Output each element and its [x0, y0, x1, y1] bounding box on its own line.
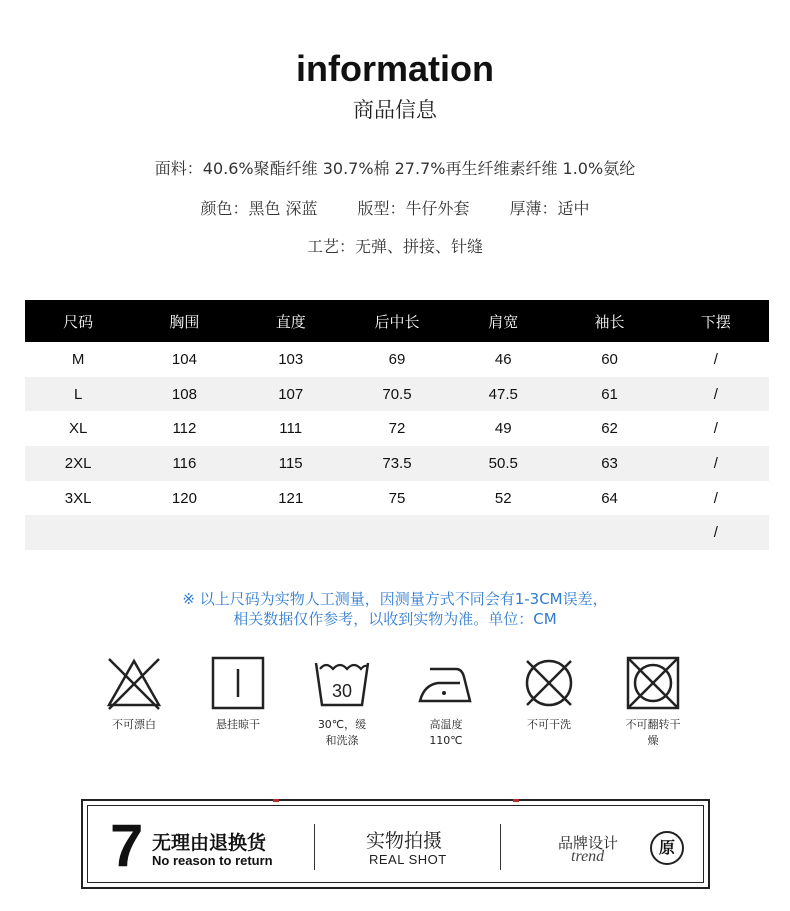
- care-label: 高温度: [429, 718, 463, 731]
- table-cell: L: [25, 377, 131, 412]
- table-cell: /: [713, 489, 718, 507]
- decor-dot: [273, 799, 279, 802]
- return-policy-cn: 无理由退换货: [152, 832, 267, 854]
- table-cell: 69: [388, 350, 406, 368]
- size-table-header: [25, 300, 769, 342]
- table-cell: 116: [131, 446, 237, 481]
- measurement-note-line2: 相关数据仅作参考，以收到实物为准。单位：CM: [233, 610, 557, 628]
- table-cell: 111: [279, 420, 303, 438]
- table-cell: 121: [278, 489, 304, 507]
- table-cell: 115: [238, 446, 344, 481]
- table-cell: 60: [601, 350, 618, 368]
- table-cell: /: [663, 515, 769, 550]
- header-cell: 袖长: [556, 300, 662, 342]
- no-bleach-icon: [106, 655, 162, 711]
- attributes-line: [0, 196, 790, 219]
- care-label: 悬挂晾干: [216, 718, 260, 731]
- table-cell: 49: [494, 420, 512, 438]
- care-label-line2: 110℃: [429, 734, 463, 747]
- table-cell: 2XL: [25, 446, 131, 481]
- return-days-number: 7: [110, 812, 144, 879]
- table-row: [25, 411, 769, 446]
- original-badge: 原: [650, 831, 684, 865]
- hang-dry-icon: [210, 655, 266, 711]
- wash-temperature: 30: [331, 681, 353, 701]
- table-cell: /: [713, 350, 718, 368]
- table-cell: 62: [601, 420, 618, 438]
- table-cell: /: [663, 446, 769, 481]
- table-cell: 63: [556, 446, 662, 481]
- service-banner: [81, 799, 710, 889]
- fabric-info: 面料：40.6%聚酯纤维 30.7%棉 27.7%再生纤维素纤维 1.0%氨纶: [154, 159, 636, 178]
- header-cell: 下摆: [663, 300, 769, 342]
- header-cell: 肩宽: [450, 300, 556, 342]
- care-item-no-tumble-dry: [603, 655, 703, 749]
- header-cell: 直度: [238, 300, 344, 342]
- decor-dot: [513, 799, 519, 802]
- banner-divider: [314, 824, 315, 870]
- craft-info: 工艺：无弹、拼接、针缝: [306, 237, 483, 256]
- brand-design-en: trend: [571, 848, 605, 865]
- page-title-cn: 商品信息: [353, 98, 437, 122]
- header-cell: 后中长: [344, 300, 450, 342]
- brand-design-cn: 品牌设计: [558, 834, 619, 852]
- table-cell: /: [713, 420, 718, 438]
- table-cell: [556, 515, 662, 550]
- table-row: [25, 342, 769, 377]
- no-dry-clean-icon: [521, 655, 577, 711]
- header-cell: 尺码: [25, 300, 131, 342]
- table-cell: 46: [494, 350, 512, 368]
- table-cell: [238, 515, 344, 550]
- table-cell: 120: [171, 489, 197, 507]
- care-item-iron: [396, 655, 496, 749]
- table-cell: 103: [278, 350, 304, 368]
- care-label: 不可漂白: [112, 718, 156, 731]
- care-item-no-bleach: [84, 655, 184, 733]
- style-info: 版型：牛仔外套: [357, 199, 470, 218]
- table-cell: [131, 515, 237, 550]
- table-row: [25, 481, 769, 516]
- header-cell: 胸围: [131, 300, 237, 342]
- table-cell: 50.5: [450, 446, 556, 481]
- table-cell: M: [71, 350, 85, 368]
- size-table: [25, 300, 769, 550]
- care-label: 不可翻转干: [625, 718, 681, 731]
- care-label-line2: 和洗涤: [325, 734, 359, 747]
- table-cell: /: [663, 377, 769, 412]
- care-item-hang-dry: [188, 655, 288, 733]
- table-cell: 104: [171, 350, 197, 368]
- table-cell: 108: [131, 377, 237, 412]
- table-row: [25, 515, 769, 550]
- table-cell: [25, 515, 131, 550]
- table-cell: XL: [68, 420, 88, 438]
- thickness-info: 厚薄：适中: [509, 199, 590, 218]
- table-cell: 52: [494, 489, 512, 507]
- table-cell: 70.5: [344, 377, 450, 412]
- table-row: [25, 377, 769, 412]
- real-shot-en: REAL SHOT: [369, 852, 447, 867]
- iron-high-icon: [416, 655, 476, 711]
- no-tumble-dry-icon: [625, 655, 681, 711]
- table-cell: [344, 515, 450, 550]
- care-item-no-dry-clean: [499, 655, 599, 733]
- table-cell: 64: [601, 489, 618, 507]
- banner-divider: [500, 824, 501, 870]
- table-cell: 75: [388, 489, 406, 507]
- return-policy-en: No reason to return: [152, 853, 273, 868]
- measurement-note-line1: ※ 以上尺码为实物人工测量，因测量方式不同会有1-3CM误差，: [182, 590, 608, 608]
- care-label-line2: 燥: [647, 734, 659, 747]
- table-cell: 3XL: [64, 489, 92, 507]
- page-title-en: information: [296, 48, 494, 89]
- table-cell: 72: [388, 420, 406, 438]
- real-shot-cn: 实物拍摄: [366, 830, 443, 852]
- table-row: [25, 446, 769, 481]
- table-cell: 61: [556, 377, 662, 412]
- care-item-wash-30: [292, 655, 392, 749]
- banner-inner-frame: [87, 805, 704, 883]
- care-label: 不可干洗: [527, 718, 571, 731]
- table-cell: 73.5: [344, 446, 450, 481]
- color-info: 颜色：黑色 深蓝: [200, 199, 318, 218]
- table-cell: 47.5: [450, 377, 556, 412]
- table-cell: [450, 515, 556, 550]
- wash-30-icon: [314, 655, 370, 711]
- table-cell: 107: [238, 377, 344, 412]
- care-label: 30℃，缓: [317, 718, 367, 731]
- table-cell: 112: [172, 420, 197, 438]
